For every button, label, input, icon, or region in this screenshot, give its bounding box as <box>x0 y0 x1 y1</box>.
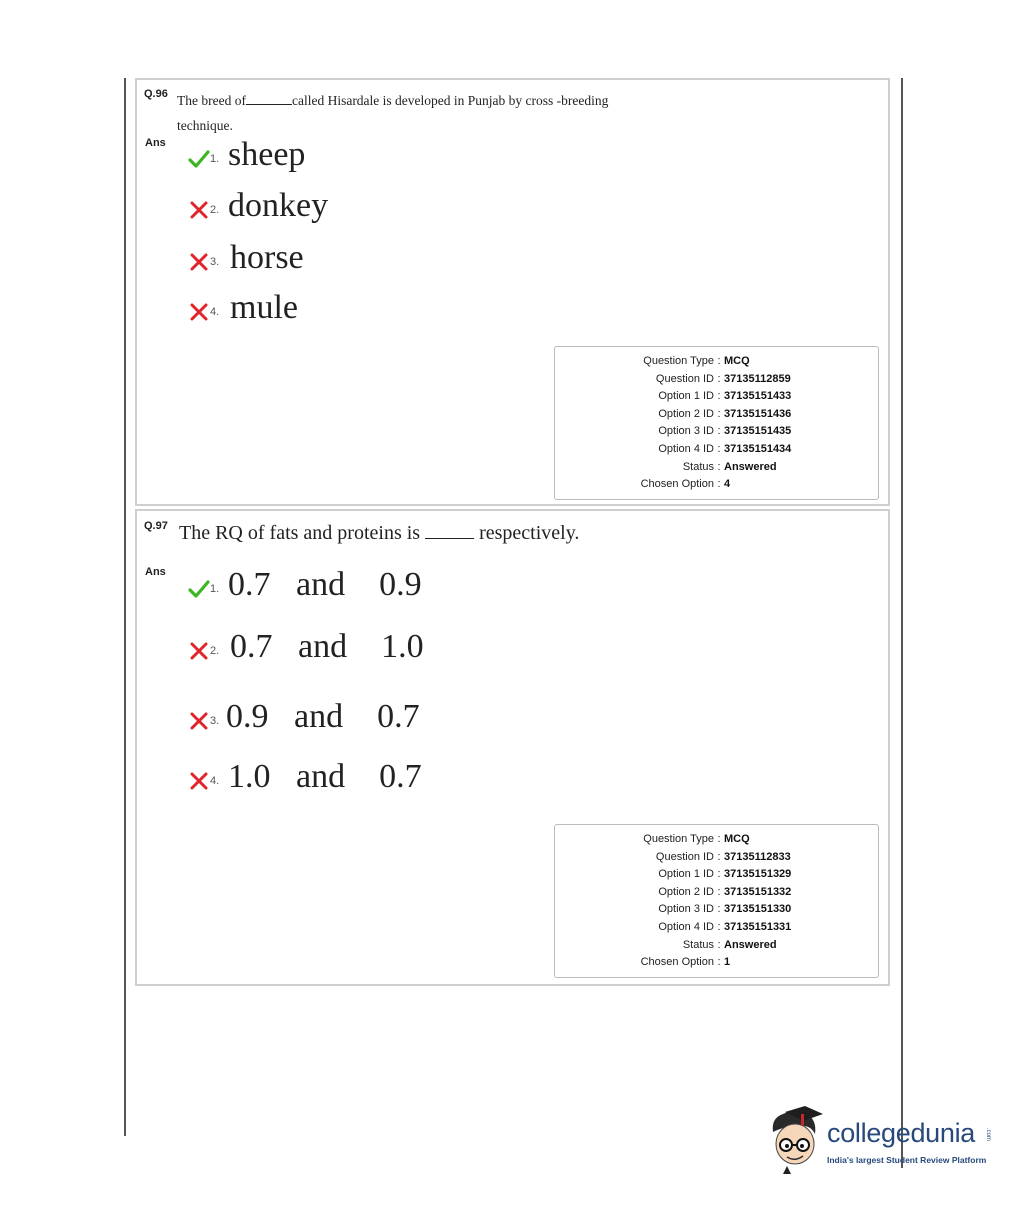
info-row <box>555 459 878 477</box>
info-separator: : <box>717 885 721 898</box>
question-info-panel <box>554 346 879 500</box>
option-3 <box>184 239 484 283</box>
info-row <box>555 884 878 902</box>
option-4 <box>184 760 534 800</box>
page-left-border <box>124 78 126 1136</box>
option-2 <box>184 187 484 231</box>
option-text: 0.7 and 1.0 <box>230 628 424 665</box>
option-number: 3. <box>210 715 220 727</box>
option-number: 1. <box>210 583 220 595</box>
info-value: 37135151331 <box>724 920 792 933</box>
option-1 <box>184 568 534 608</box>
info-label: Question ID <box>655 850 714 863</box>
info-separator: : <box>717 903 721 916</box>
info-value: 37135151330 <box>724 903 792 916</box>
info-row <box>555 937 878 955</box>
info-label: Option 1 ID <box>658 390 714 403</box>
info-separator: : <box>717 478 721 491</box>
info-row <box>555 954 878 972</box>
answer-blank <box>246 104 292 105</box>
info-label: Status <box>682 938 714 951</box>
question-number: Q.97 <box>144 520 168 532</box>
info-separator: : <box>717 956 721 969</box>
info-value: Answered <box>724 938 777 951</box>
check-mark-icon <box>188 148 210 170</box>
info-separator: : <box>717 407 721 420</box>
info-label: Question Type <box>643 355 714 367</box>
answer-blank <box>425 538 474 539</box>
question-text-line2: technique. <box>177 118 233 133</box>
option-number: 4. <box>210 775 220 787</box>
info-label: Option 1 ID <box>658 868 714 881</box>
question-number: Q.96 <box>144 88 168 100</box>
info-value: 1 <box>724 956 731 969</box>
option-text: 0.9 and 0.7 <box>226 698 420 735</box>
info-label: Chosen Option <box>640 956 714 969</box>
info-row <box>555 388 878 406</box>
info-value: MCQ <box>724 355 750 367</box>
option-number: 2. <box>210 645 220 657</box>
info-separator: : <box>717 460 721 473</box>
cross-mark-icon <box>188 199 210 221</box>
question-info-panel <box>554 824 879 978</box>
option-number: 1. <box>210 153 220 165</box>
info-separator: : <box>717 868 721 881</box>
info-label: Option 4 ID <box>658 442 714 455</box>
info-separator: : <box>717 938 721 951</box>
info-separator: : <box>717 390 721 403</box>
answer-label: Ans <box>145 137 166 149</box>
option-1 <box>184 136 484 180</box>
info-row <box>555 371 878 389</box>
info-value: 37135112859 <box>724 372 791 385</box>
cross-mark-icon <box>188 640 210 662</box>
info-row <box>555 919 878 937</box>
info-row <box>555 831 878 849</box>
info-value: 37135112833 <box>724 850 791 863</box>
info-row <box>555 423 878 441</box>
mascot-icon <box>765 1104 825 1176</box>
logo-domain-suffix: .com <box>985 1128 991 1142</box>
logo-brand-name: collegedunia <box>827 1118 976 1148</box>
option-text: horse <box>230 239 304 276</box>
option-number: 4. <box>210 306 220 318</box>
cross-mark-icon <box>188 770 210 792</box>
question-text-end: called Hisardale is developed in Punjab by cross -breeding <box>291 93 609 108</box>
option-text: 0.7 and 0.9 <box>228 566 422 603</box>
info-separator: : <box>717 920 721 933</box>
info-label: Option 2 ID <box>658 407 714 420</box>
info-value: 37135151332 <box>724 885 792 898</box>
page-right-border <box>901 78 903 1168</box>
option-2 <box>184 630 534 670</box>
option-3 <box>184 700 534 740</box>
option-number: 3. <box>210 256 220 268</box>
info-value: 37135151329 <box>724 868 792 881</box>
info-separator: : <box>717 850 721 863</box>
question-text <box>179 520 739 546</box>
info-value: 37135151436 <box>724 407 792 420</box>
option-text: mule <box>230 289 298 326</box>
cross-mark-icon <box>188 251 210 273</box>
option-text: sheep <box>228 136 306 173</box>
info-row <box>555 406 878 424</box>
info-value: 37135151435 <box>724 425 792 438</box>
option-text: donkey <box>228 187 329 224</box>
info-value: 37135151434 <box>724 442 792 455</box>
question-block-96 <box>135 78 890 506</box>
cross-mark-icon <box>188 710 210 732</box>
option-4 <box>184 289 484 333</box>
option-number: 2. <box>210 204 220 216</box>
info-row <box>555 353 878 371</box>
info-value: 4 <box>724 478 731 491</box>
info-label: Question ID <box>655 372 714 385</box>
question-text-start: The breed of <box>177 93 246 108</box>
option-text: 1.0 and 0.7 <box>228 758 422 795</box>
info-value: Answered <box>724 460 777 473</box>
info-row <box>555 476 878 494</box>
info-label: Option 2 ID <box>658 885 714 898</box>
logo-tagline: India's largest Student Review Platform <box>827 1155 987 1165</box>
check-mark-icon <box>188 578 210 600</box>
info-row <box>555 901 878 919</box>
info-separator: : <box>717 833 721 845</box>
collegedunia-logo[interactable] <box>765 1104 1005 1184</box>
question-text <box>177 88 697 138</box>
question-block-97 <box>135 509 890 986</box>
info-label: Option 3 ID <box>658 903 714 916</box>
info-label: Option 4 ID <box>658 920 714 933</box>
info-label: Chosen Option <box>640 478 714 491</box>
info-label: Status <box>682 460 714 473</box>
info-label: Question Type <box>643 833 714 845</box>
question-text-end: respectively. <box>479 522 580 544</box>
info-row <box>555 849 878 867</box>
info-value: 37135151433 <box>724 390 792 403</box>
question-text-start: The RQ of fats and proteins is <box>179 522 421 544</box>
info-separator: : <box>717 425 721 438</box>
info-row <box>555 441 878 459</box>
info-separator: : <box>717 372 721 385</box>
info-value: MCQ <box>724 833 750 845</box>
info-label: Option 3 ID <box>658 425 714 438</box>
answer-label: Ans <box>145 566 166 578</box>
cross-mark-icon <box>188 301 210 323</box>
info-row <box>555 866 878 884</box>
info-separator: : <box>717 442 721 455</box>
info-separator: : <box>717 355 721 367</box>
